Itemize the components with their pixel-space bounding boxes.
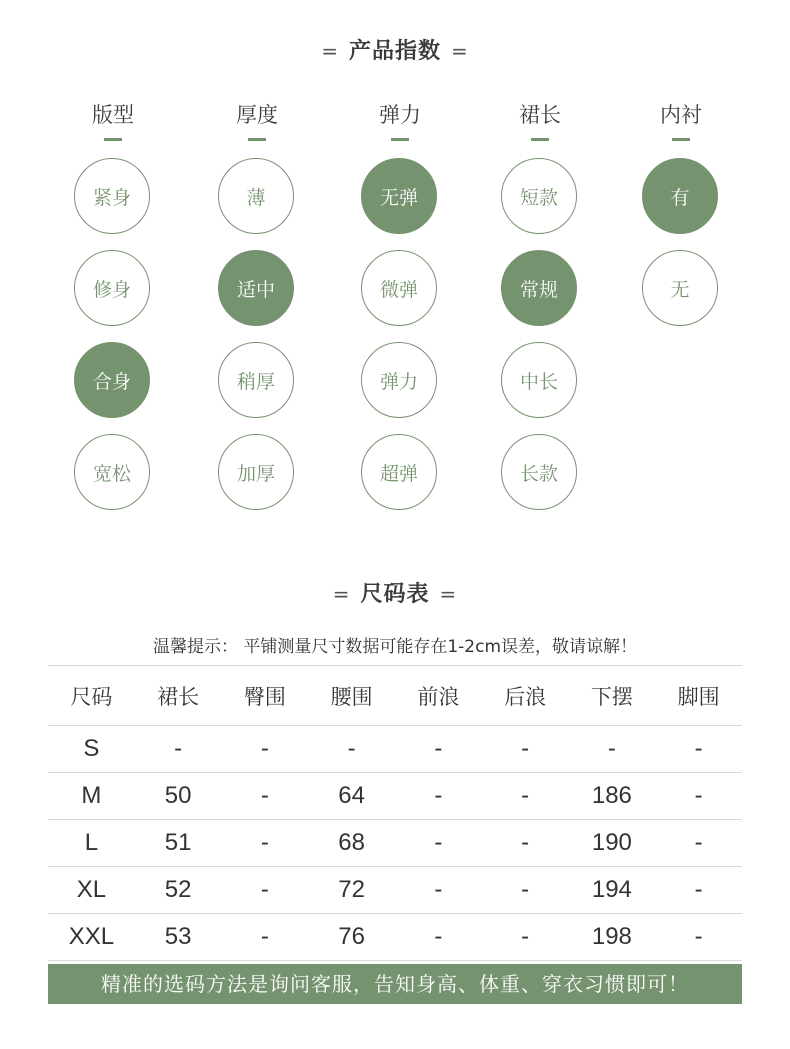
size-table-cell: -: [569, 726, 656, 773]
size-table-header-cell: 臀围: [222, 666, 309, 726]
size-chart-title-text: 尺码表: [360, 582, 430, 607]
size-table-cell: 50: [135, 773, 222, 820]
table-row: [48, 867, 742, 914]
index-option: 宽松: [74, 434, 150, 510]
index-column-label: 裙长: [519, 103, 561, 127]
index-option-selected: 适中: [218, 250, 294, 326]
sizing-advice-banner: 精准的选码方法是询问客服，告知身高、体重、穿衣习惯即可！: [48, 964, 742, 1004]
index-column-3: [480, 100, 600, 485]
size-table-cell: XXL: [48, 914, 135, 961]
index-option: 中长: [501, 342, 577, 418]
size-table-header-cell: 后浪: [482, 666, 569, 726]
size-table-cell: 76: [308, 914, 395, 961]
size-table-header-cell: 尺码: [48, 666, 135, 726]
title-decor-right: =: [451, 39, 469, 63]
title-decor-left: =: [332, 582, 351, 606]
index-option: 无: [642, 250, 718, 326]
index-column-underline: [248, 138, 266, 141]
index-column-label: 弹力: [379, 103, 421, 127]
size-table-cell: 194: [569, 867, 656, 914]
size-table-cell: -: [655, 914, 742, 961]
measurement-tip: 温馨提示： 平铺测量尺寸数据可能存在1-2cm误差，敬请谅解！: [152, 637, 638, 657]
size-table-cell: -: [395, 773, 482, 820]
size-table-cell: L: [48, 820, 135, 867]
index-column-2: [340, 100, 460, 485]
title-decor-left: =: [321, 39, 339, 63]
size-table-cell: -: [655, 867, 742, 914]
size-table-cell: 64: [308, 773, 395, 820]
index-column-underline: [391, 138, 409, 141]
table-row: [48, 914, 742, 961]
size-table-cell: -: [222, 820, 309, 867]
index-column-underline: [672, 138, 690, 141]
index-column-label: 厚度: [236, 103, 278, 127]
index-option: 超弹: [361, 434, 437, 510]
size-table-cell: -: [222, 867, 309, 914]
index-option-selected: 有: [642, 158, 718, 234]
size-table-cell: -: [308, 726, 395, 773]
index-option: 稍厚: [218, 342, 294, 418]
size-table-cell: 198: [569, 914, 656, 961]
size-table-cell: -: [222, 773, 309, 820]
index-column-underline: [531, 138, 549, 141]
index-option: 短款: [501, 158, 577, 234]
size-table-cell: M: [48, 773, 135, 820]
index-option: 长款: [501, 434, 577, 510]
size-table-cell: -: [655, 726, 742, 773]
size-chart-title: [0, 577, 790, 608]
size-table-cell: -: [395, 726, 482, 773]
size-table-cell: -: [482, 914, 569, 961]
index-option: 紧身: [74, 158, 150, 234]
index-option: 修身: [74, 250, 150, 326]
size-table-header-cell: 下摆: [569, 666, 656, 726]
size-table: [48, 665, 742, 961]
index-option-selected: 无弹: [361, 158, 437, 234]
size-table-cell: -: [482, 726, 569, 773]
index-option: 微弹: [361, 250, 437, 326]
size-table-cell: -: [395, 820, 482, 867]
size-table-cell: 186: [569, 773, 656, 820]
size-table-cell: -: [482, 820, 569, 867]
index-column-1: [197, 100, 317, 485]
size-table-cell: 72: [308, 867, 395, 914]
size-table-cell: 190: [569, 820, 656, 867]
size-table-cell: -: [395, 914, 482, 961]
table-row: [48, 820, 742, 867]
index-column-label: 版型: [92, 103, 134, 127]
size-table-header-cell: 脚围: [655, 666, 742, 726]
size-table-cell: -: [482, 867, 569, 914]
product-index-title: [0, 34, 790, 65]
size-table-cell: 53: [135, 914, 222, 961]
index-column-label: 内衬: [660, 103, 702, 127]
index-option-selected: 常规: [501, 250, 577, 326]
index-option: 弹力: [361, 342, 437, 418]
index-column-0: [53, 100, 173, 485]
size-table-header-cell: 腰围: [308, 666, 395, 726]
size-table-header-row: [48, 666, 742, 726]
size-table-header-cell: 裙长: [135, 666, 222, 726]
size-table-cell: -: [655, 773, 742, 820]
size-table-cell: -: [222, 914, 309, 961]
size-table-cell: 51: [135, 820, 222, 867]
size-table-cell: 68: [308, 820, 395, 867]
index-option: 加厚: [218, 434, 294, 510]
size-table-cell: 52: [135, 867, 222, 914]
size-table-cell: -: [655, 820, 742, 867]
size-table-cell: XL: [48, 867, 135, 914]
product-index-title-text: 产品指数: [348, 39, 441, 64]
size-table-cell: -: [135, 726, 222, 773]
size-table-cell: -: [395, 867, 482, 914]
table-row: [48, 726, 742, 773]
title-decor-right: =: [439, 582, 458, 606]
size-table-cell: -: [222, 726, 309, 773]
size-table-body: [48, 726, 742, 961]
index-option-selected: 合身: [74, 342, 150, 418]
table-row: [48, 773, 742, 820]
size-table-cell: -: [482, 773, 569, 820]
size-table-header-cell: 前浪: [395, 666, 482, 726]
index-option: 薄: [218, 158, 294, 234]
index-column-underline: [104, 138, 122, 141]
index-column-4: [621, 100, 741, 301]
size-table-cell: S: [48, 726, 135, 773]
